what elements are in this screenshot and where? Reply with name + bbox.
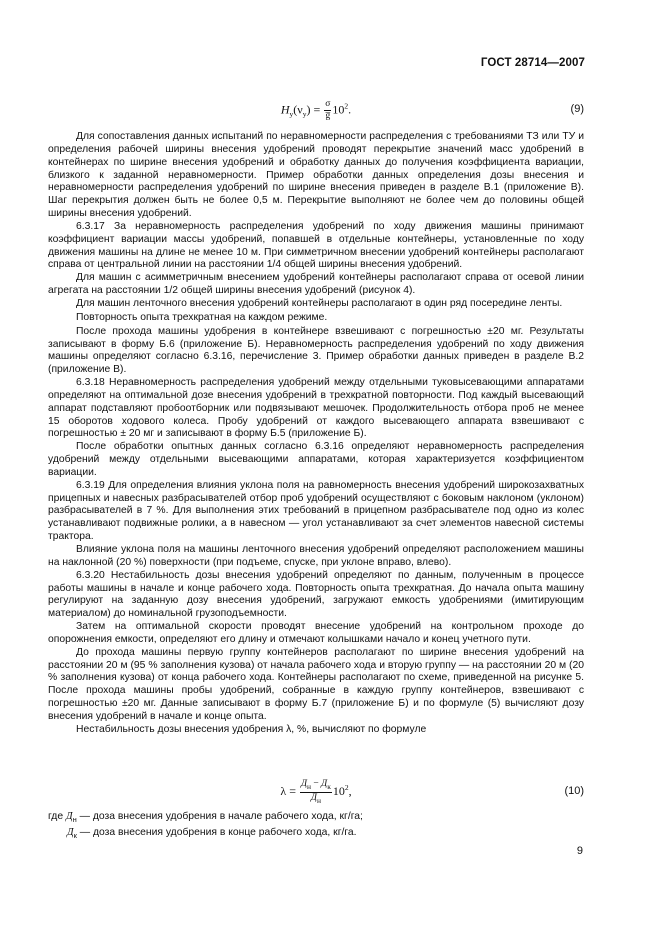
paragraph: 6.3.19 Для определения влияния уклона поля на равномерность внесения удобрений широкозахватных прицепных и навесных разбрасывателей отбор проб удобрений осуществляют с боковым наклоном (уклоном) разбрасывателей в 7 %. Для выполнения этих требований в прицепном разбрасывателе под одно из колес устанавливают подвижные ролики, а в навесном — угол устанавливают за счет элементов навесной системы трактора. bbox=[48, 479, 584, 543]
definition-prefix: где bbox=[48, 811, 66, 822]
paragraph: Для машин ленточного внесения удобрений контейнеры располагают в один ряд посередине ленты. bbox=[76, 297, 563, 309]
formula-10-fraction bbox=[300, 779, 332, 806]
paragraph: Повторность опыта трехкратная на каждом режиме. bbox=[76, 311, 328, 323]
formula-10-lhs: λ = bbox=[280, 784, 299, 799]
paragraph: 6.3.17 За неравномерность распределения удобрений по ходу движения машины принимают коэффициент вариации массы удобрений, попавшей в отдельные контейнеры, установленные по ходу движения машины на длине не менее 10 м. При симметричном внесении удобрений контейнеры располагают справа от центральной линии на расстоянии 1/4 общей ширины внесения удобрений. bbox=[48, 220, 584, 271]
formula-9-denominator: g̅ bbox=[325, 111, 331, 121]
formula-9-lhs-sub: у bbox=[289, 109, 294, 119]
formula-9-lhs: H bbox=[280, 102, 290, 117]
formula-9 bbox=[48, 95, 584, 129]
formula-10-minus: − bbox=[311, 779, 322, 789]
formula-10-num-b-sub: к bbox=[327, 781, 331, 791]
formula-10-num-a-sub: н bbox=[307, 781, 312, 791]
definition-end bbox=[48, 827, 584, 843]
formula-9-tail: . bbox=[348, 102, 352, 117]
definition-start bbox=[48, 811, 584, 827]
paragraph: Затем на оптимальной скорости проводят внесение удобрений на контрольном проходе до опорожнения емкости, определяют его длину и отмечают колышками начало и конец учетного пути. bbox=[48, 621, 584, 645]
formula-9-number: (9) bbox=[570, 103, 584, 115]
formula-9-exponent: 2 bbox=[344, 101, 349, 111]
formula-9-arg: (ν bbox=[293, 102, 303, 117]
formula-10-num-b: Д bbox=[321, 779, 328, 789]
paragraph: Влияние уклона поля на машины ленточного внесения удобрений определяют расположением машины на наклонной (20 %) поверхности (при подъеме, спуске, при уклоне вправо, влево). bbox=[48, 544, 584, 568]
paragraph: До прохода машины первую группу контейнеров располагают по ширине внесения удобрений на расстоянии 20 м (95 % заполнения кузова) от начала рабочего хода и вторую группу — на расстоянии 20 м (20 % заполнения кузова) от конца рабочего хода. Контейнеры располагают по схеме, приведенной на рисунке 5. После прохода машины пробы удобрений, собранные в каждую группу контейнеров, взвешивают с погрешностью ±20 мг. Данные записывают в форму Б.7 (приложение Б) и по формуле (5) вычисляют дозу внесения удобрений в начале и конце опыта. bbox=[48, 646, 584, 722]
definition-symbol-sub: н bbox=[72, 815, 77, 825]
formula-definitions bbox=[48, 811, 584, 843]
formula-9-arg-close: ) bbox=[306, 102, 311, 117]
formula-10 bbox=[48, 777, 584, 811]
body-text bbox=[48, 131, 584, 737]
page-number: 9 bbox=[576, 845, 583, 857]
formula-10-numerator bbox=[300, 779, 332, 793]
paragraph: Нестабильность дозы внесения удобрения λ, %, вычисляют по формуле bbox=[76, 723, 427, 735]
formula-10-den-sub: н bbox=[316, 795, 321, 805]
formula-10-number: (10) bbox=[564, 785, 584, 797]
paragraph: Для машин с асимметричным внесением удобрений контейнеры располагают справа от осевой линии агрегата на расстоянии 1/2 общей ширины внесения удобрений (рисунок 4). bbox=[48, 272, 584, 297]
definition-text: — доза внесения удобрения в начале рабочего хода, кг/га; bbox=[76, 811, 363, 822]
formula-10-denominator bbox=[300, 793, 332, 806]
formula-9-equals: = bbox=[310, 102, 324, 117]
paragraph: 6.3.18 Неравномерность распределения удобрений между отдельными туковысевающими аппаратами определяют на оптимальной дозе внесения удобрений в трехкратной повторности. Под каждый высевающий аппарат подставляют пробоотборник или подвязывают мешочек. Продолжительность отбора проб не менее 15 оборотов ходового колеса. Пробу удобрений от каждого высевающего аппарата взвешивают с погрешностью ± 20 мг и записывают в форму Б.5 (приложение Б). bbox=[48, 377, 584, 440]
paragraph: 6.3.20 Нестабильность дозы внесения удобрений определяют по данным, полученным в процессе работы машины в начале и конце рабочего хода. Повторность опыта трехкратная. До начала опыта машину регулируют на заданную дозу внесения удобрений, загружают емкость удобрениями (имитирующим материалом) до номинальной грузоподъемности. bbox=[48, 569, 584, 620]
formula-10-tail: , bbox=[348, 784, 352, 799]
definition-text: — доза внесения удобрения в конце рабочего хода, кг/га. bbox=[76, 826, 357, 838]
formula-10-factor: 10 bbox=[332, 784, 345, 799]
definition-symbol-sub: к bbox=[73, 831, 77, 841]
formula-9-fraction bbox=[324, 99, 331, 122]
formula-10-exponent: 2 bbox=[344, 783, 349, 793]
paragraph: После прохода машины удобрения в контейнере взвешивают с погрешностью ±20 мг. Результаты записывают в форму Б.6 (приложение Б). Неравномерность распределения удобрений по ходу движения машины определяют согласно 6.3.16, перечисление 3. Пример обработки данных приведен в разделе В.2 (приложение В). bbox=[48, 325, 584, 376]
paragraph: После обработки опытных данных согласно 6.3.16 определяют неравномерность распределения удобрений между отдельными высевающими аппаратами, которая характеризуется коэффициентом вариации. bbox=[48, 441, 584, 478]
definition-symbol: Д bbox=[65, 811, 73, 822]
formula-9-numerator: σ bbox=[325, 99, 331, 109]
paragraph: Для сопоставления данных испытаний по неравномерности распределения с требованиями ТЗ или ТУ и определения рабочей ширины внесения удобрений проводят перекрытие значений масс удобрений в контейнерах по ширине внесения удобрений и обработку данных до получения коэффициента вариации, близкого к заданной неравномерности. Пример обработки данных определения дозы внесения и неравномерности распределения удобрений по ширине внесения приведен в разделе В.1 (приложение В). Шаг перекрытия должен быть не более 0,5 м. Перекрытие выполняют не более чем до половины общей ширины внесения удобрений. bbox=[48, 131, 584, 220]
formula-9-arg-sub: у bbox=[302, 109, 307, 119]
formula-10-num-a: Д bbox=[300, 779, 308, 789]
definition-symbol: Д bbox=[67, 826, 74, 838]
formula-9-factor: 10 bbox=[332, 102, 345, 117]
standard-header: ГОСТ 28714—2007 bbox=[480, 57, 585, 69]
formula-10-den: Д bbox=[310, 792, 317, 803]
